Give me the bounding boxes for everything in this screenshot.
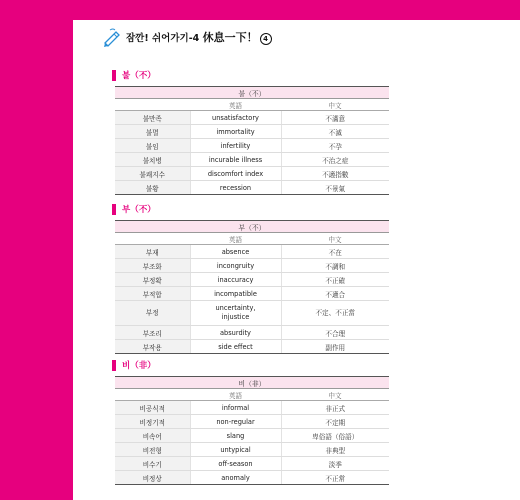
cell-english: unsatisfactory <box>190 111 281 125</box>
cell-english: informal <box>190 401 281 415</box>
table-row <box>115 301 389 326</box>
section-title-bu <box>112 202 156 216</box>
cell-korean: 불쾌지수 <box>115 167 190 181</box>
column-header-korean <box>115 389 190 401</box>
table-row <box>115 471 389 485</box>
table-row <box>115 326 389 340</box>
cell-korean: 부적합 <box>115 287 190 301</box>
table-row <box>115 287 389 301</box>
cell-korean: 불만족 <box>115 111 190 125</box>
cell-chinese: 不適合 <box>281 287 389 301</box>
cell-chinese: 淡季 <box>281 457 389 471</box>
cell-chinese: 不正常 <box>281 471 389 485</box>
column-header-chinese: 中文 <box>281 233 389 245</box>
table-row <box>115 415 389 429</box>
column-header-chinese: 中文 <box>281 389 389 401</box>
cell-english: discomfort index <box>190 167 281 181</box>
cell-chinese: 非典型 <box>281 443 389 457</box>
table-row <box>115 167 389 181</box>
page-header <box>101 26 272 48</box>
circled-number-icon: 4 <box>260 33 272 45</box>
page-title <box>126 29 272 45</box>
cell-english: absence <box>190 245 281 259</box>
cell-korean: 비수기 <box>115 457 190 471</box>
cell-korean: 비공식적 <box>115 401 190 415</box>
table-row <box>115 340 389 354</box>
cell-english: recession <box>190 181 281 195</box>
cell-chinese: 不調和 <box>281 259 389 273</box>
cell-english: slang <box>190 429 281 443</box>
cell-korean: 부조리 <box>115 326 190 340</box>
cell-english: uncertainty, injustice <box>190 301 281 326</box>
cell-english: absurdity <box>190 326 281 340</box>
section-marker <box>112 360 116 371</box>
pencil-icon <box>101 26 123 48</box>
cell-korean: 비전형 <box>115 443 190 457</box>
table-row <box>115 443 389 457</box>
cell-chinese: 不滅 <box>281 125 389 139</box>
cell-chinese: 不在 <box>281 245 389 259</box>
section-title-text: 부（不） <box>122 205 156 215</box>
section-title-text: 불（不） <box>122 71 156 81</box>
cell-english: untypical <box>190 443 281 457</box>
cell-english: anomaly <box>190 471 281 485</box>
cell-chinese: 卑俗語（俗語） <box>281 429 389 443</box>
table-row <box>115 139 389 153</box>
cell-chinese: 不孕 <box>281 139 389 153</box>
cell-korean: 불황 <box>115 181 190 195</box>
cell-chinese: 不適指數 <box>281 167 389 181</box>
cell-english: incurable illness <box>190 153 281 167</box>
cell-korean: 부재 <box>115 245 190 259</box>
table-row <box>115 273 389 287</box>
cell-chinese: 不滿意 <box>281 111 389 125</box>
table-row <box>115 245 389 259</box>
cell-chinese: 不合理 <box>281 326 389 340</box>
cell-english: infertility <box>190 139 281 153</box>
column-header-english: 英語 <box>190 99 281 111</box>
cell-english: side effect <box>190 340 281 354</box>
column-header-english: 英語 <box>190 389 281 401</box>
cell-english: immortality <box>190 125 281 139</box>
table-row <box>115 457 389 471</box>
cell-korean: 비속어 <box>115 429 190 443</box>
table-row <box>115 125 389 139</box>
vocab-table-bul <box>115 86 389 195</box>
column-header-korean <box>115 233 190 245</box>
table-row <box>115 153 389 167</box>
cell-chinese: 不景氣 <box>281 181 389 195</box>
section-title-bul <box>112 68 156 82</box>
column-header-chinese: 中文 <box>281 99 389 111</box>
table-group-header: 비（非） <box>115 377 389 389</box>
cell-chinese: 副作用 <box>281 340 389 354</box>
section-title-bi <box>112 358 156 372</box>
column-header-english: 英語 <box>190 233 281 245</box>
vocab-table-bu <box>115 220 389 354</box>
section-marker <box>112 204 116 215</box>
cell-english: incompatible <box>190 287 281 301</box>
cell-chinese: 不治之症 <box>281 153 389 167</box>
section-marker <box>112 70 116 81</box>
table-row <box>115 181 389 195</box>
cell-chinese: 不定、不正當 <box>281 301 389 326</box>
column-header-korean <box>115 99 190 111</box>
vocab-table-bi <box>115 376 389 485</box>
magenta-top-border <box>0 0 520 20</box>
title-korean: 잠깐! 쉬어가기-4 <box>126 33 200 44</box>
cell-english: off-season <box>190 457 281 471</box>
magenta-left-border <box>0 0 73 500</box>
section-title-text: 비（非） <box>122 361 156 371</box>
cell-chinese: 不定期 <box>281 415 389 429</box>
cell-korean: 불치병 <box>115 153 190 167</box>
cell-korean: 부조화 <box>115 259 190 273</box>
cell-english: inaccuracy <box>190 273 281 287</box>
cell-chinese: 不正確 <box>281 273 389 287</box>
table-group-header: 부（不） <box>115 221 389 233</box>
cell-korean: 비정상 <box>115 471 190 485</box>
cell-korean: 불임 <box>115 139 190 153</box>
cell-korean: 비정기적 <box>115 415 190 429</box>
cell-korean: 불멸 <box>115 125 190 139</box>
cell-korean: 부정확 <box>115 273 190 287</box>
cell-korean: 부정 <box>115 301 190 326</box>
title-chinese: 休息一下！ <box>202 31 258 44</box>
cell-english: non-regular <box>190 415 281 429</box>
table-row <box>115 429 389 443</box>
table-row <box>115 111 389 125</box>
table-group-header: 불（不） <box>115 87 389 99</box>
cell-english: incongruity <box>190 259 281 273</box>
table-row <box>115 401 389 415</box>
cell-chinese: 非正式 <box>281 401 389 415</box>
table-row <box>115 259 389 273</box>
cell-korean: 부작용 <box>115 340 190 354</box>
